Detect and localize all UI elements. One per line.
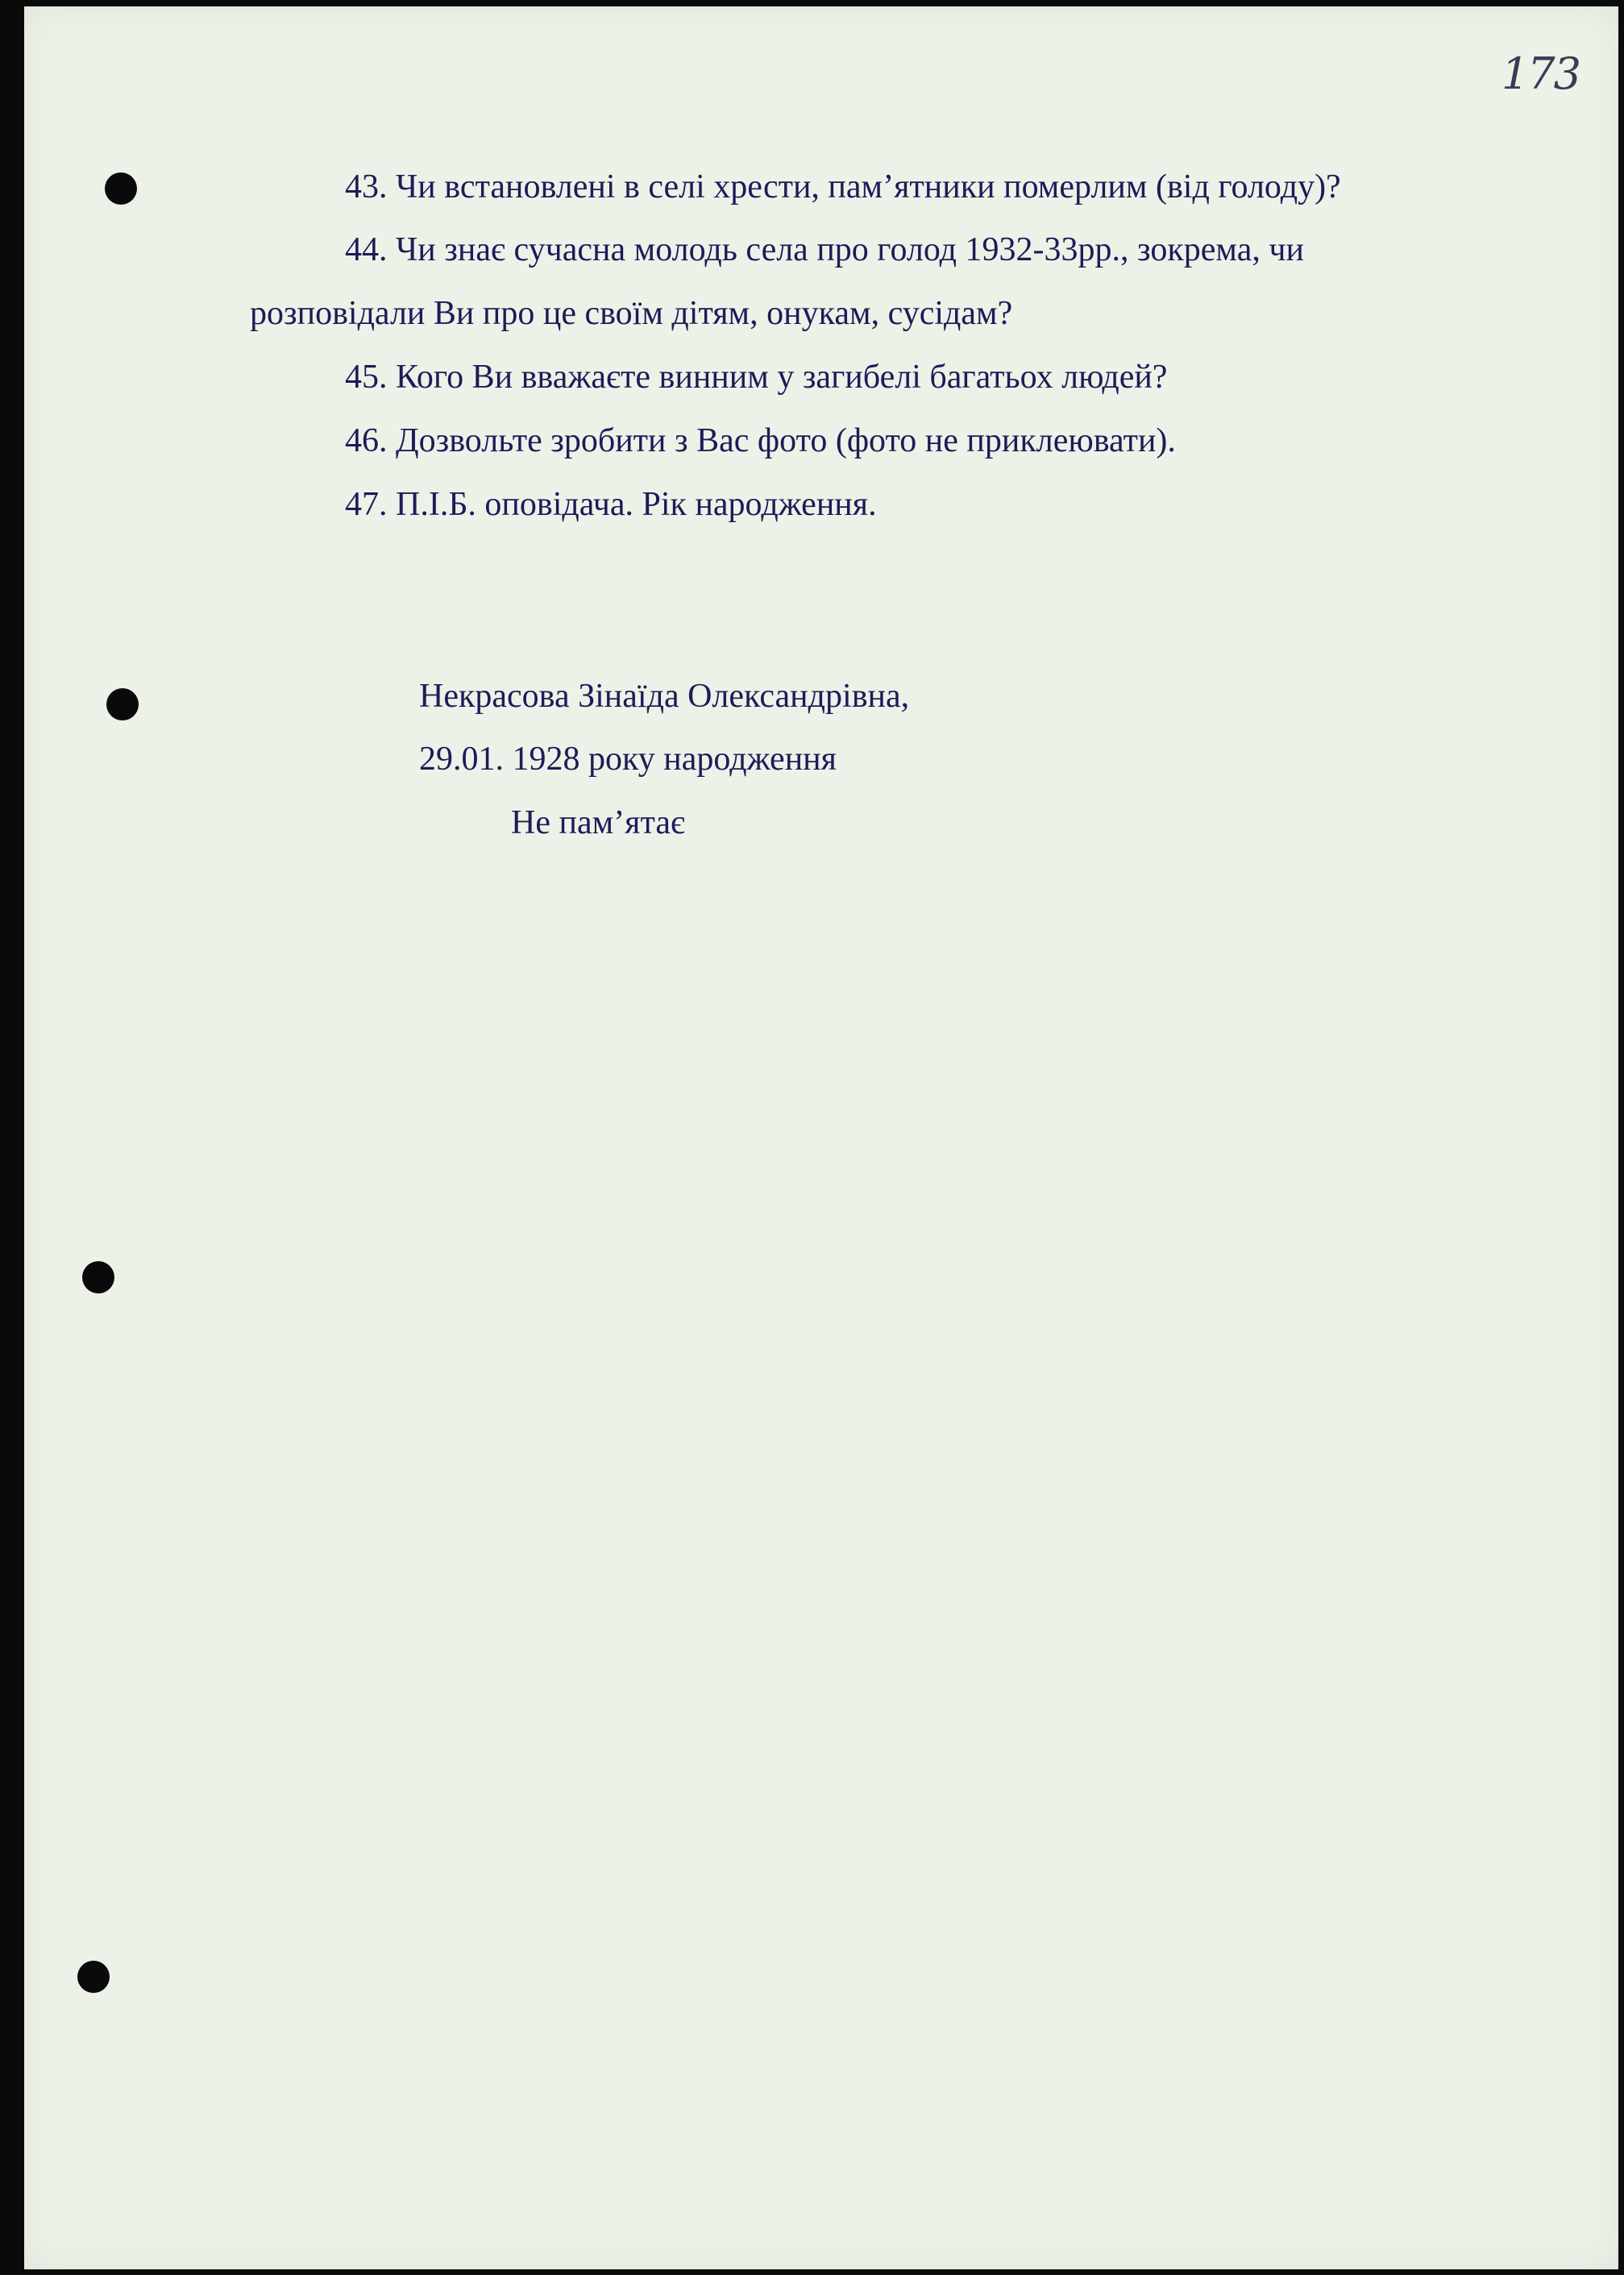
question-46: 46. Дозвольте зробити з Вас фото (фото не приклеювати).	[345, 422, 1176, 459]
handwritten-page-number: 173	[1501, 48, 1580, 99]
question-45: 45. Кого Ви вважаєте винним у загибелі багатьох людей?	[345, 359, 1168, 396]
punch-hole	[105, 172, 137, 205]
punch-hole	[106, 688, 139, 720]
question-44-continuation: розповідали Ви про це своїм дітям, онукам, сусідам?	[250, 295, 1013, 332]
punch-hole	[82, 1261, 114, 1293]
respondent-name: Некрасова Зінаїда Олександрівна,	[419, 678, 910, 715]
respondent-birth: 29.01. 1928 року народження	[419, 741, 837, 778]
punch-hole	[77, 1961, 110, 1993]
question-43: 43. Чи встановлені в селі хрести, пам’ятники померлим (від голоду)?	[345, 168, 1341, 205]
respondent-answer: Не пам’ятає	[511, 804, 686, 841]
question-47: 47. П.І.Б. оповідача. Рік народження.	[345, 486, 877, 523]
document-page	[24, 6, 1618, 2269]
question-44: 44. Чи знає сучасна молодь села про голод 1932-33рр., зокрема, чи	[345, 231, 1304, 268]
